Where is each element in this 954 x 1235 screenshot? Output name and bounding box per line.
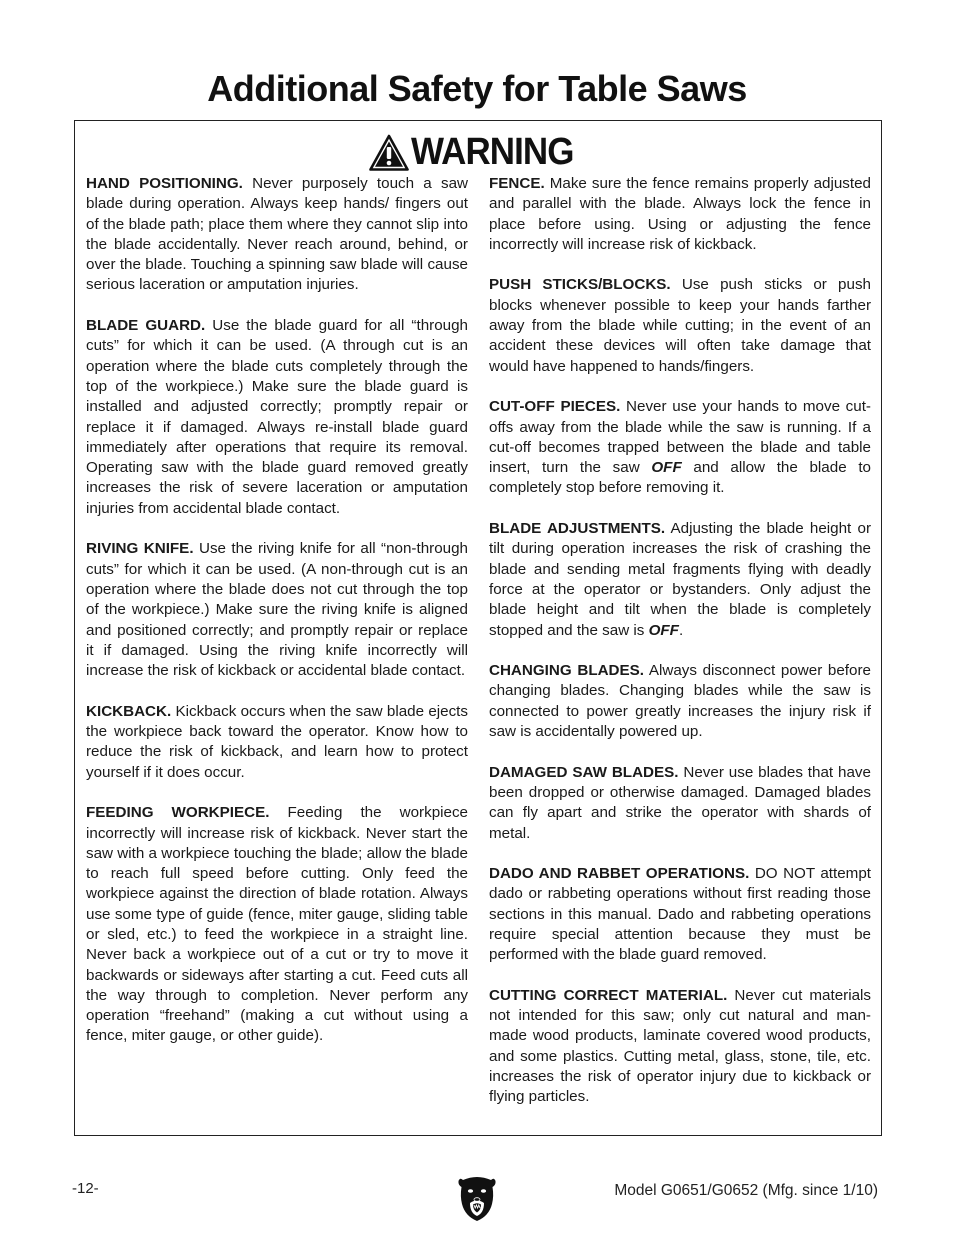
- section-cut-off-pieces: [489, 397, 871, 498]
- section-heading: FEEDING WORKPIECE.: [86, 804, 270, 822]
- section-heading: KICKBACK.: [86, 702, 172, 720]
- off-emphasis: OFF: [648, 621, 679, 639]
- section-text: Use push sticks or push blocks whenever possible to keep your hands farther away from the blade while cutting; in the event of an accident these devices will often take damage that would have happened to hands/fingers.: [489, 276, 871, 375]
- section-damaged-saw-blades: [489, 763, 871, 844]
- left-column: [86, 174, 468, 1067]
- page-title: Additional Safety for Table Saws: [207, 68, 747, 109]
- section-text: DO NOT attempt dado or rabbeting operations without first reading those sections in this manual. Dado and rabbeting operations require special attention because they must be performed with the blade guard removed.: [489, 865, 871, 964]
- section-text: Kickback occurs when the saw blade ejects the workpiece back toward the operator. Know how to reduce the risk of kickback, and learn how to protect yourself if it does occur.: [86, 702, 468, 781]
- right-column: [489, 174, 871, 1128]
- off-emphasis: OFF: [651, 459, 682, 477]
- section-text: Never cut materials not intended for this saw; only cut natural and man-made wood products, laminate covered wood products, and some plastics. Cutting metal, glass, stone, tile, etc. increases the risk of operator injury due to kickback or flying particles.: [489, 986, 871, 1106]
- section-text: Never purposely touch a saw blade during operation. Always keep hands/ fingers out of the blade path; place them where they cannot slip into the blade accidentally. Never reach around, behind, or over the blade. Touching a spinning saw blade will cause serious laceration or amputation injuries.: [86, 175, 468, 294]
- warning-label: WARNING: [410, 131, 574, 173]
- section-heading: BLADE ADJUSTMENTS.: [489, 520, 666, 538]
- section-text: Never use blades that have been dropped or otherwise damaged. Damaged blades can fly apart and strike the operator with shards of metal.: [489, 763, 871, 842]
- section-blade-adjustments: [489, 519, 871, 641]
- section-cutting-correct-material: [489, 986, 871, 1108]
- section-heading: FENCE.: [489, 175, 545, 192]
- section-heading: BLADE GUARD.: [86, 317, 206, 335]
- section-push-sticks: [489, 275, 871, 376]
- section-heading: CUTTING CORRECT MATERIAL.: [489, 986, 728, 1004]
- section-heading: CUT-OFF PIECES.: [489, 398, 621, 416]
- section-heading: DADO AND RABBET OPERATIONS.: [489, 865, 750, 883]
- section-feeding-workpiece: [86, 803, 468, 1047]
- section-text: Never use your hands to move cut-offs away from the blade while the saw is running. If a cut-off becomes trapped between the blade and table insert, turn the saw: [489, 398, 871, 477]
- section-kickback: [86, 702, 468, 783]
- section-heading: HAND POSITIONING.: [86, 175, 243, 192]
- section-changing-blades: [489, 661, 871, 742]
- section-blade-guard: [86, 316, 468, 519]
- section-text-after: .: [678, 621, 684, 639]
- section-heading: RIVING KNIFE.: [86, 540, 194, 558]
- section-fence: [489, 174, 871, 255]
- section-heading: DAMAGED SAW BLADES.: [489, 763, 679, 781]
- warning-box: [74, 120, 882, 1136]
- warning-header: [75, 131, 881, 177]
- bear-head-logo-icon: [457, 1176, 497, 1222]
- section-heading: CHANGING BLADES.: [489, 662, 645, 680]
- section-text-after: and allow the blade to completely stop before removing it.: [489, 459, 871, 497]
- section-heading: PUSH STICKS/BLOCKS.: [489, 276, 671, 294]
- section-riving-knife: [86, 539, 468, 681]
- section-text: Always disconnect power before changing blades. Changing blades while the saw is connected to power greatly increases the injury risk if saw is accidentally powered up.: [489, 662, 871, 741]
- warning-triangle-icon: [369, 134, 409, 172]
- section-text: Use the blade guard for all “through cuts” for which it can be used. (A through cut is an operation where the blade cuts completely through the top of the workpiece.) Make sure the blade guard is installed and adjusted correctly; promptly repair or replace it if damaged. Always re-install blade guard immediately after operations that require its removal. Operating saw with the blade guard removed greatly increases the risk of severe laceration or amputation injuries from accidental blade contact.: [86, 317, 468, 517]
- section-text: Feeding the workpiece incorrectly will increase risk of kickback. Never start the saw with a workpiece touching the blade; allow the blade to reach full speed before cutting. Only feed the workpiece against the direction of blade rotation. Always use some type of guide (fence, miter gauge, sliding table or sled, etc.) to feed the workpiece in a straight line. Never back a workpiece out of a cut or try to move it backwards or sideways after starting a cut. Feed cuts all the way through to completion. Never perform any operation “freehand” (making a cut without using a fence, miter gauge, or other guide).: [86, 804, 468, 1045]
- section-text: Use the riving knife for all “non-through cuts” for which it can be used. (A non-through cut is an operation where the blade does not cut through the top of the workpiece.) Make sure the riving knife is aligned and positioned correctly; and promptly repair or replace it if damaged. Using the riving knife incorrectly will increase the risk of kickback or accidental blade contact.: [86, 540, 468, 680]
- section-text: Adjusting the blade height or tilt during operation increases the risk of crashing the blade and sending metal fragments flying with deadly force at the operator or bystanders. Only adjust the blade height and tilt when the blade is completely stopped and the saw is: [489, 520, 872, 639]
- model-info: Model G0651/G0652 (Mfg. since 1/10): [614, 1182, 878, 1199]
- section-dado-rabbet: [489, 864, 871, 965]
- page-number: -12-: [72, 1180, 99, 1197]
- section-hand-positioning: [86, 174, 468, 296]
- section-text: Make sure the fence remains properly adjusted and parallel with the blade. Always lock the fence in place before using. Using or adjusting the fence incorrectly will increase risk of kickback.: [489, 175, 871, 253]
